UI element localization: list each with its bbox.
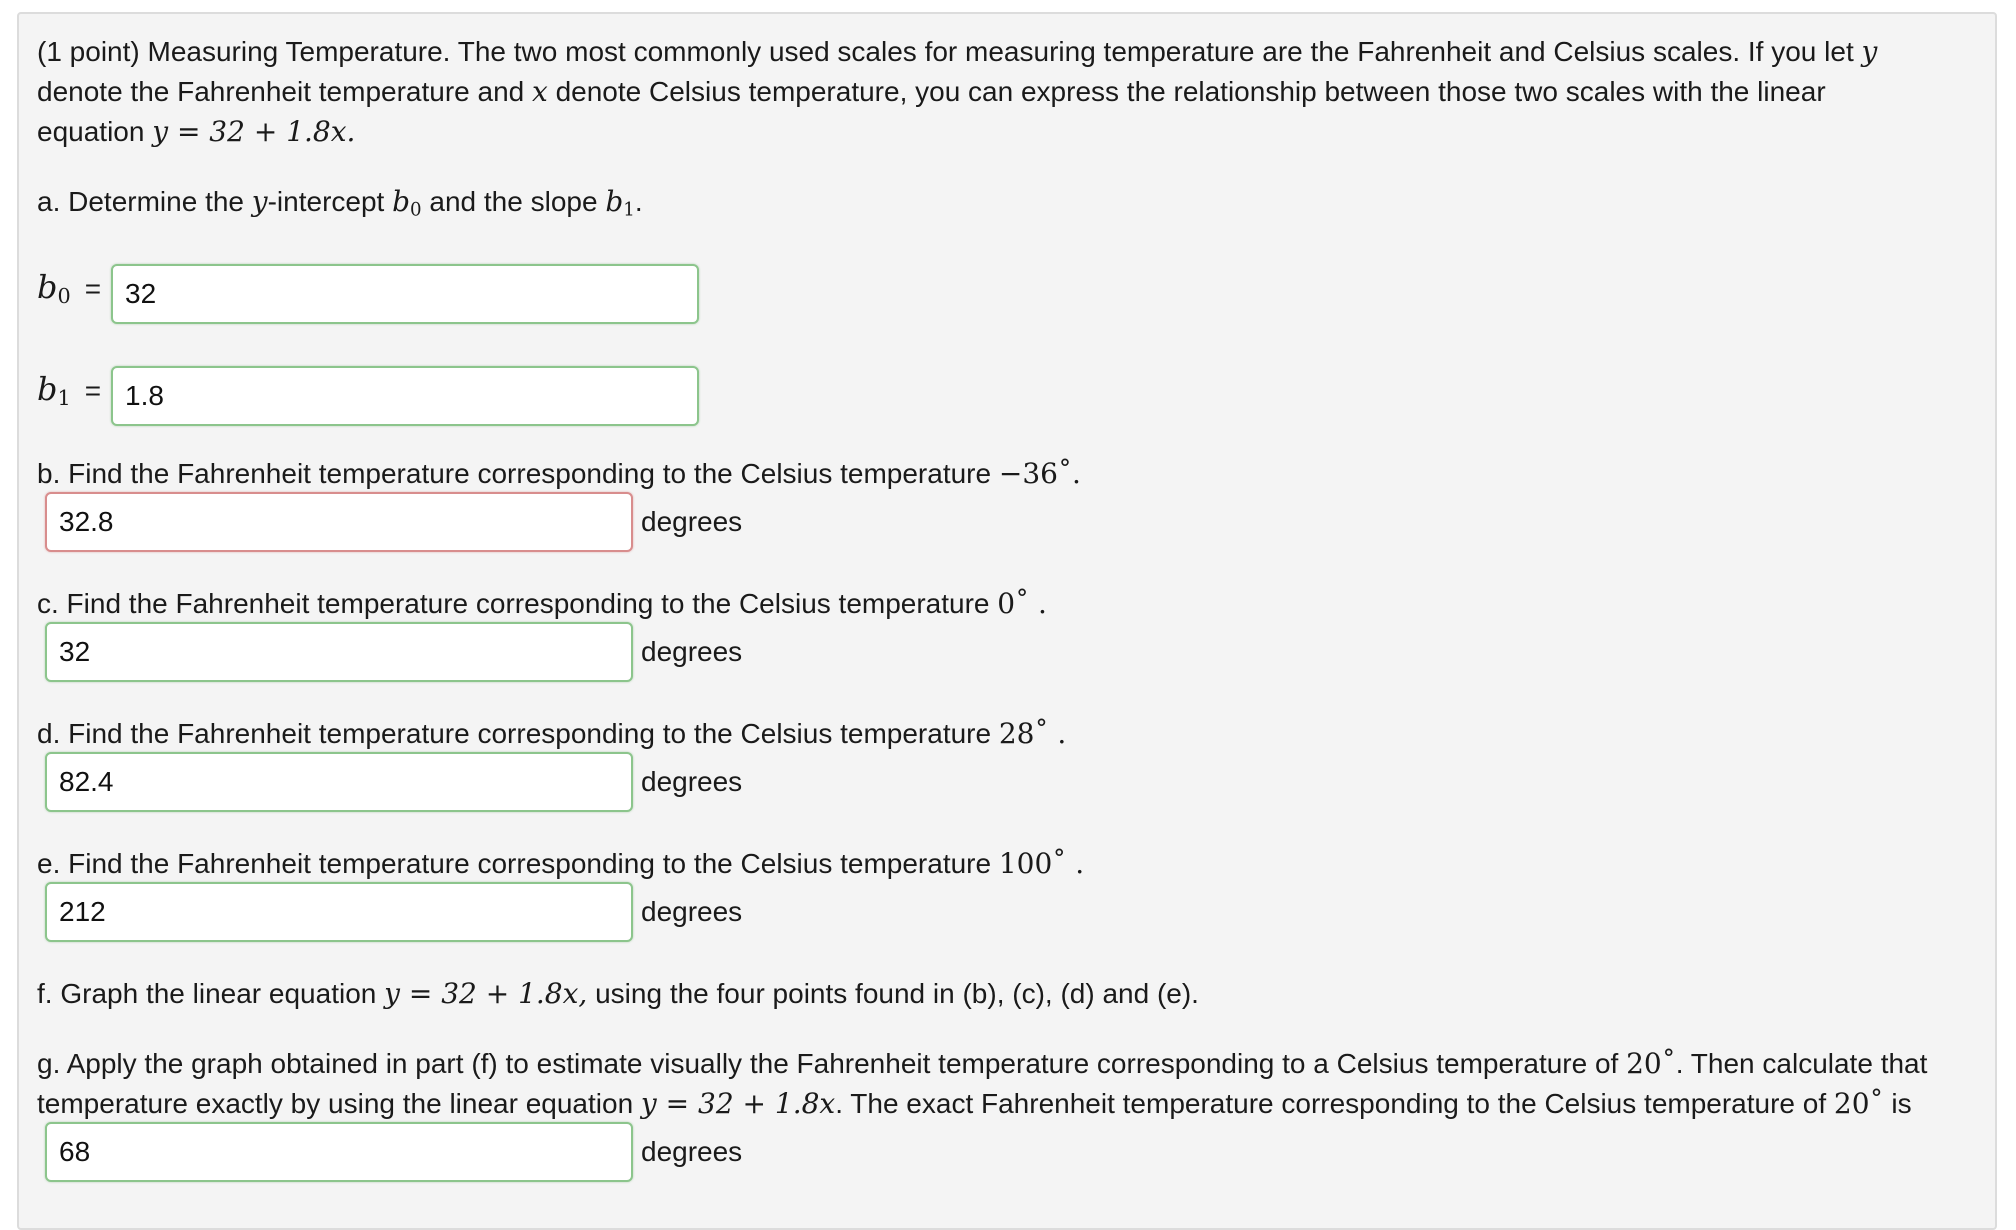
intro-line-2a: denote the Fahrenheit temperature and [37, 76, 525, 107]
part-d-unit: degrees [641, 766, 743, 797]
part-d-text: d. Find the Fahrenheit temperature corresponding to the Celsius temperature [37, 718, 992, 749]
part-d-question [37, 714, 1066, 754]
part-g-equation: y = 32 + 1.8x [640, 1087, 836, 1120]
part-g-question [37, 1044, 1987, 1124]
part-c-temp: 0˚ . [997, 587, 1047, 620]
part-a-b1: $b_1$ [605, 185, 635, 221]
part-g-unit: degrees [641, 1136, 743, 1167]
part-g-temp2: 20˚ [1833, 1087, 1884, 1120]
problem-panel [17, 12, 1997, 1230]
part-e-answer-input[interactable]: 212 [45, 882, 633, 942]
part-b-text: b. Find the Fahrenheit temperature corresponding to the Celsius temperature [37, 458, 992, 489]
part-f-question [37, 974, 1199, 1014]
part-g-line2b: . The exact Fahrenheit temperature corresponding to the Celsius temperature of [835, 1088, 1827, 1119]
part-c-question [37, 584, 1047, 624]
b0-input[interactable]: 32 [111, 264, 699, 324]
part-c-text: c. Find the Fahrenheit temperature corresponding to the Celsius temperature [37, 588, 990, 619]
part-a-mid: -intercept [267, 186, 385, 217]
part-f-suffix: using the four points found in (b), (c), (d) and (e). [595, 978, 1199, 1009]
intro-line-1: (1 point) Measuring Temperature. The two most commonly used scales for measuring temperature are the Fahrenheit and Celsius scales. If you let [37, 36, 1854, 67]
intro-line-3: equation [37, 116, 145, 147]
part-c-unit: degrees [641, 636, 743, 667]
part-b-unit: degrees [641, 506, 743, 537]
part-b-temp: −36˚. [998, 457, 1081, 490]
var-x: x [532, 75, 548, 108]
part-a-end: . [634, 186, 643, 217]
part-a-y: y [251, 185, 268, 218]
var-y: y [1861, 35, 1878, 68]
part-a-prefix: a. Determine the [37, 186, 244, 217]
b1-input[interactable]: 1.8 [111, 366, 699, 426]
part-g-line1b: . Then calculate that [1675, 1048, 1928, 1079]
part-e-question [37, 844, 1084, 884]
part-g-line1a: g. Apply the graph obtained in part (f) to estimate visually the Fahrenheit temperature corresponding to a Celsius temperature of [37, 1048, 1619, 1079]
intro-line-2b: denote Celsius temperature, you can express the relationship between those two scales with the linear [555, 76, 1826, 107]
part-c-answer-input[interactable]: 32 [45, 622, 633, 682]
part-g-line2a: temperature exactly by using the linear equation [37, 1088, 634, 1119]
part-b-question [37, 454, 1081, 494]
b0-label: $b_0$ = [37, 268, 102, 309]
part-f-equation: y = 32 + 1.8x, [384, 977, 588, 1010]
part-f-prefix: f. Graph the linear equation [37, 978, 377, 1009]
part-a-question [37, 182, 643, 231]
part-b-answer-input[interactable]: 32.8 [45, 492, 633, 552]
part-g-answer-input[interactable]: 68 [45, 1122, 633, 1182]
part-g-line2c: is [1891, 1088, 1912, 1119]
part-e-temp: 100˚ . [998, 847, 1085, 880]
b1-label: $b_1$ = [37, 370, 102, 411]
part-e-text: e. Find the Fahrenheit temperature corresponding to the Celsius temperature [37, 848, 992, 879]
part-d-answer-input[interactable]: 82.4 [45, 752, 633, 812]
problem-intro [37, 32, 1977, 152]
part-g-temp1: 20˚ [1626, 1047, 1676, 1080]
part-a-and: and the slope [429, 186, 598, 217]
intro-equation: y = 32 + 1.8x. [152, 115, 356, 148]
part-d-temp: 28˚ . [998, 717, 1067, 750]
part-a-b0: $b_0$ [392, 185, 422, 221]
part-e-unit: degrees [641, 896, 743, 927]
